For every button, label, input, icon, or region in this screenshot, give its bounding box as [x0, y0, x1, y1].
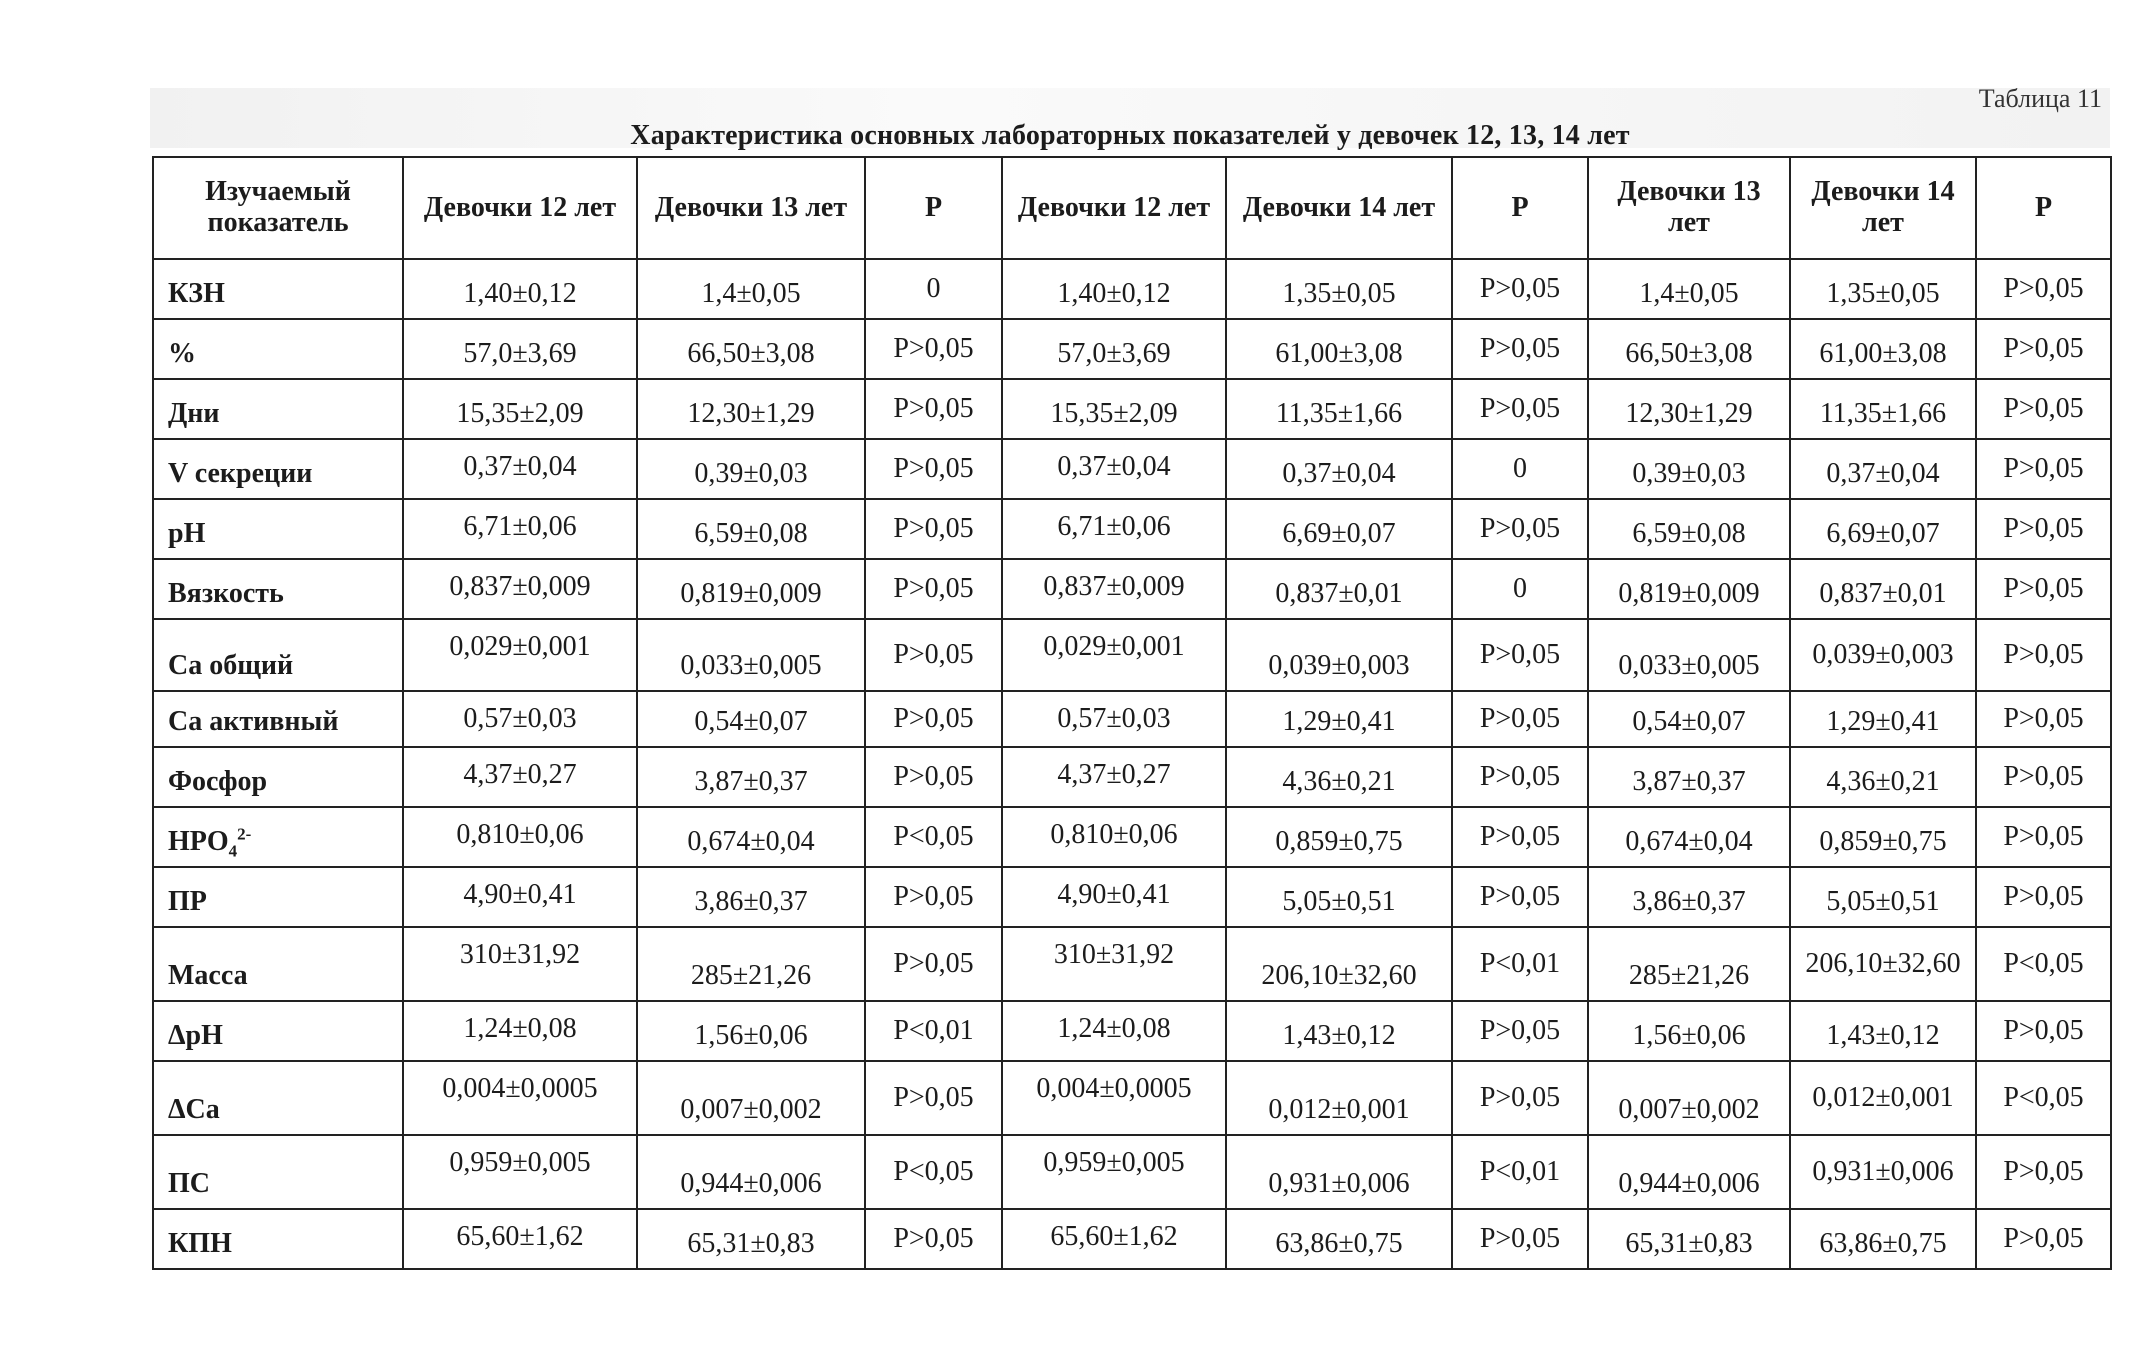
value-cell: 12,30±1,29 — [637, 379, 865, 439]
value-cell: 0,039±0,003 — [1226, 619, 1452, 691]
header-girls-12-a: Девочки 12 лет — [403, 157, 637, 259]
p-value-cell: Р>0,05 — [865, 319, 1002, 379]
value-cell: 0,837±0,009 — [1002, 559, 1226, 619]
value-cell: 1,4±0,05 — [637, 259, 865, 319]
p-value-cell: Р>0,05 — [1976, 1001, 2111, 1061]
p-value-cell: Р>0,05 — [1976, 691, 2111, 747]
value-cell: 57,0±3,69 — [1002, 319, 1226, 379]
value-cell: 4,90±0,41 — [1002, 867, 1226, 927]
row-label: КЗН — [153, 259, 403, 319]
p-value-cell: Р>0,05 — [1452, 747, 1588, 807]
p-value-cell: Р>0,05 — [1976, 499, 2111, 559]
row-label: КПН — [153, 1209, 403, 1269]
p-value-cell: Р>0,05 — [1452, 1001, 1588, 1061]
value-cell: 0,57±0,03 — [403, 691, 637, 747]
value-cell: 3,86±0,37 — [1588, 867, 1790, 927]
row-label: ПР — [153, 867, 403, 927]
lab-results-table — [152, 156, 2112, 1270]
value-cell: 4,90±0,41 — [403, 867, 637, 927]
value-cell: 5,05±0,51 — [1226, 867, 1452, 927]
table-row — [153, 747, 2111, 807]
row-label: Масса — [153, 927, 403, 1001]
value-cell: 0,944±0,006 — [637, 1135, 865, 1209]
table-row — [153, 1061, 2111, 1135]
p-value-cell: 0 — [865, 259, 1002, 319]
value-cell: 0,029±0,001 — [403, 619, 637, 691]
p-value-cell: Р>0,05 — [865, 379, 1002, 439]
header-indicator: Изучаемый показатель — [153, 157, 403, 259]
row-label-text: HPO — [168, 826, 229, 858]
value-cell: 12,30±1,29 — [1588, 379, 1790, 439]
value-cell: 1,40±0,12 — [1002, 259, 1226, 319]
table-row — [153, 807, 2111, 867]
p-value-cell: Р>0,05 — [865, 499, 1002, 559]
p-value-cell: Р<0,05 — [1976, 927, 2111, 1001]
p-value-cell: Р>0,05 — [865, 439, 1002, 499]
value-cell: 11,35±1,66 — [1790, 379, 1976, 439]
value-cell: 0,029±0,001 — [1002, 619, 1226, 691]
value-cell: 5,05±0,51 — [1790, 867, 1976, 927]
value-cell: 0,007±0,002 — [1588, 1061, 1790, 1135]
value-cell — [1790, 927, 1976, 1001]
table-row — [153, 559, 2111, 619]
value-cell: 15,35±2,09 — [1002, 379, 1226, 439]
value-cell: 6,59±0,08 — [1588, 499, 1790, 559]
p-value-cell: Р>0,05 — [865, 559, 1002, 619]
value-cell-text: 0,039±0,003 — [1812, 638, 1954, 670]
row-label: % — [153, 319, 403, 379]
p-value-cell: Р>0,05 — [1452, 1209, 1588, 1269]
value-cell: 3,87±0,37 — [637, 747, 865, 807]
p-value-cell: Р>0,05 — [865, 867, 1002, 927]
value-cell: 0,54±0,07 — [637, 691, 865, 747]
p-value-cell: Р>0,05 — [1452, 867, 1588, 927]
p-value-cell: Р>0,05 — [1976, 1209, 2111, 1269]
p-value-cell: Р<0,05 — [1976, 1061, 2111, 1135]
p-value-cell: Р>0,05 — [1452, 319, 1588, 379]
header-p-b: Р — [1452, 157, 1588, 259]
table-row — [153, 1001, 2111, 1061]
value-cell — [1790, 619, 1976, 691]
value-cell: 63,86±0,75 — [1226, 1209, 1452, 1269]
table-row — [153, 259, 2111, 319]
value-cell: 66,50±3,08 — [1588, 319, 1790, 379]
p-value-cell: Р>0,05 — [865, 691, 1002, 747]
value-cell: 0,810±0,06 — [403, 807, 637, 867]
value-cell: 0,859±0,75 — [1790, 807, 1976, 867]
value-cell: 0,004±0,0005 — [1002, 1061, 1226, 1135]
row-label: ПС — [153, 1135, 403, 1209]
value-cell: 0,819±0,009 — [637, 559, 865, 619]
p-value-cell: Р>0,05 — [1452, 259, 1588, 319]
p-value-cell: 0 — [1452, 559, 1588, 619]
p-value-cell: Р<0,01 — [865, 1001, 1002, 1061]
p-value-cell: Р>0,05 — [1452, 379, 1588, 439]
value-cell: 0,37±0,04 — [1002, 439, 1226, 499]
value-cell: 0,033±0,005 — [1588, 619, 1790, 691]
value-cell: 0,819±0,009 — [1588, 559, 1790, 619]
table-title: Характеристика основных лабораторных показателей у девочек 12, 13, 14 лет — [630, 120, 1630, 151]
value-cell: 11,35±1,66 — [1226, 379, 1452, 439]
p-value-cell: 0 — [1452, 439, 1588, 499]
p-value-cell: Р>0,05 — [1976, 807, 2111, 867]
p-value-cell: Р>0,05 — [1976, 747, 2111, 807]
value-cell: 65,60±1,62 — [1002, 1209, 1226, 1269]
p-value-cell: Р>0,05 — [1452, 807, 1588, 867]
value-cell: 0,012±0,001 — [1226, 1061, 1452, 1135]
header-girls-14-b: Девочки 14 лет — [1226, 157, 1452, 259]
row-label: ΔСа — [153, 1061, 403, 1135]
value-cell: 1,35±0,05 — [1790, 259, 1976, 319]
p-value-cell: Р>0,05 — [1976, 319, 2111, 379]
row-label: Са активный — [153, 691, 403, 747]
value-cell: 4,37±0,27 — [403, 747, 637, 807]
value-cell: 1,40±0,12 — [403, 259, 637, 319]
value-cell: 310±31,92 — [1002, 927, 1226, 1001]
value-cell: 1,29±0,41 — [1790, 691, 1976, 747]
p-value-cell: Р>0,05 — [1452, 619, 1588, 691]
header-girls-12-b: Девочки 12 лет — [1002, 157, 1226, 259]
value-cell: 310±31,92 — [403, 927, 637, 1001]
p-value-cell: Р>0,05 — [865, 747, 1002, 807]
header-p-a: Р — [865, 157, 1002, 259]
row-label: Вязкость — [153, 559, 403, 619]
header-row — [153, 157, 2111, 259]
value-cell: 1,35±0,05 — [1226, 259, 1452, 319]
value-cell: 6,69±0,07 — [1790, 499, 1976, 559]
p-value-cell: Р>0,05 — [865, 927, 1002, 1001]
value-cell: 0,004±0,0005 — [403, 1061, 637, 1135]
value-cell: 61,00±3,08 — [1226, 319, 1452, 379]
value-cell: 0,944±0,006 — [1588, 1135, 1790, 1209]
table-row — [153, 1209, 2111, 1269]
p-value-cell: Р>0,05 — [1976, 619, 2111, 691]
value-cell: 4,36±0,21 — [1226, 747, 1452, 807]
p-value-cell: Р>0,05 — [865, 1061, 1002, 1135]
value-cell — [1790, 1135, 1976, 1209]
header-girls-13-a: Девочки 13 лет — [637, 157, 865, 259]
p-value-cell: Р>0,05 — [1976, 379, 2111, 439]
value-cell: 0,837±0,009 — [403, 559, 637, 619]
value-cell: 206,10±32,60 — [1226, 927, 1452, 1001]
table-row — [153, 867, 2111, 927]
p-value-cell: Р>0,05 — [1976, 559, 2111, 619]
table-row — [153, 927, 2111, 1001]
table-row — [153, 439, 2111, 499]
value-cell: 6,71±0,06 — [403, 499, 637, 559]
p-value-cell: Р>0,05 — [1452, 691, 1588, 747]
p-value-cell: Р<0,05 — [865, 1135, 1002, 1209]
p-value-cell: Р<0,01 — [1452, 1135, 1588, 1209]
value-cell: 0,959±0,005 — [403, 1135, 637, 1209]
table-row — [153, 319, 2111, 379]
p-value-cell: Р>0,05 — [1976, 259, 2111, 319]
value-cell: 0,859±0,75 — [1226, 807, 1452, 867]
value-cell: 61,00±3,08 — [1790, 319, 1976, 379]
value-cell: 0,37±0,04 — [1226, 439, 1452, 499]
p-value-cell: Р>0,05 — [1452, 1061, 1588, 1135]
value-cell: 1,29±0,41 — [1226, 691, 1452, 747]
value-cell: 4,37±0,27 — [1002, 747, 1226, 807]
value-cell: 63,86±0,75 — [1790, 1209, 1976, 1269]
value-cell: 65,31±0,83 — [1588, 1209, 1790, 1269]
row-label-subscript: 4 — [228, 841, 238, 861]
value-cell: 15,35±2,09 — [403, 379, 637, 439]
table-number: Таблица 11 — [1978, 84, 2102, 113]
table-row — [153, 379, 2111, 439]
value-cell: 3,86±0,37 — [637, 867, 865, 927]
value-cell: 66,50±3,08 — [637, 319, 865, 379]
table-row — [153, 1135, 2111, 1209]
value-cell: 65,31±0,83 — [637, 1209, 865, 1269]
value-cell: 0,033±0,005 — [637, 619, 865, 691]
value-cell: 0,959±0,005 — [1002, 1135, 1226, 1209]
table-row — [153, 499, 2111, 559]
value-cell: 0,674±0,04 — [637, 807, 865, 867]
value-cell: 285±21,26 — [1588, 927, 1790, 1001]
row-label: Дни — [153, 379, 403, 439]
value-cell: 6,69±0,07 — [1226, 499, 1452, 559]
row-label: Са общий — [153, 619, 403, 691]
value-cell: 0,837±0,01 — [1226, 559, 1452, 619]
value-cell: 0,54±0,07 — [1588, 691, 1790, 747]
p-value-cell: Р>0,05 — [865, 619, 1002, 691]
value-cell: 1,24±0,08 — [403, 1001, 637, 1061]
value-cell: 0,57±0,03 — [1002, 691, 1226, 747]
p-value-cell: Р<0,01 — [1452, 927, 1588, 1001]
value-cell: 1,4±0,05 — [1588, 259, 1790, 319]
header-p-c: Р — [1976, 157, 2111, 259]
value-cell: 0,37±0,04 — [403, 439, 637, 499]
value-cell: 1,56±0,06 — [637, 1001, 865, 1061]
value-cell: 0,931±0,006 — [1226, 1135, 1452, 1209]
value-cell-text: 206,10±32,60 — [1805, 947, 1961, 979]
value-cell: 0,37±0,04 — [1790, 439, 1976, 499]
p-value-cell: Р>0,05 — [1976, 867, 2111, 927]
table-row — [153, 691, 2111, 747]
value-cell-text: 0,931±0,006 — [1812, 1155, 1954, 1187]
table-row — [153, 619, 2111, 691]
value-cell: 0,674±0,04 — [1588, 807, 1790, 867]
row-label: Фосфор — [153, 747, 403, 807]
header-girls-14-c: Девочки 14 лет — [1790, 157, 1976, 259]
value-cell: 0,39±0,03 — [1588, 439, 1790, 499]
p-value-cell: Р>0,05 — [865, 1209, 1002, 1269]
value-cell: 0,007±0,002 — [637, 1061, 865, 1135]
p-value-cell: Р>0,05 — [1976, 1135, 2111, 1209]
row-label: V секреции — [153, 439, 403, 499]
value-cell: 4,36±0,21 — [1790, 747, 1976, 807]
value-cell — [1790, 1061, 1976, 1135]
row-label: рН — [153, 499, 403, 559]
value-cell: 0,39±0,03 — [637, 439, 865, 499]
value-cell: 57,0±3,69 — [403, 319, 637, 379]
row-label-superscript: 2- — [237, 824, 252, 844]
p-value-cell: Р>0,05 — [1976, 439, 2111, 499]
value-cell: 3,87±0,37 — [1588, 747, 1790, 807]
value-cell: 6,71±0,06 — [1002, 499, 1226, 559]
value-cell: 1,24±0,08 — [1002, 1001, 1226, 1061]
value-cell: 1,43±0,12 — [1790, 1001, 1976, 1061]
header-girls-13-c: Девочки 13 лет — [1588, 157, 1790, 259]
p-value-cell: Р<0,05 — [865, 807, 1002, 867]
value-cell: 0,810±0,06 — [1002, 807, 1226, 867]
value-cell: 285±21,26 — [637, 927, 865, 1001]
value-cell: 6,59±0,08 — [637, 499, 865, 559]
row-label: ΔрН — [153, 1001, 403, 1061]
value-cell: 1,43±0,12 — [1226, 1001, 1452, 1061]
row-label — [153, 807, 403, 867]
value-cell: 1,56±0,06 — [1588, 1001, 1790, 1061]
p-value-cell: Р>0,05 — [1452, 499, 1588, 559]
value-cell: 0,837±0,01 — [1790, 559, 1976, 619]
value-cell-text: 0,012±0,001 — [1812, 1081, 1954, 1113]
value-cell: 65,60±1,62 — [403, 1209, 637, 1269]
